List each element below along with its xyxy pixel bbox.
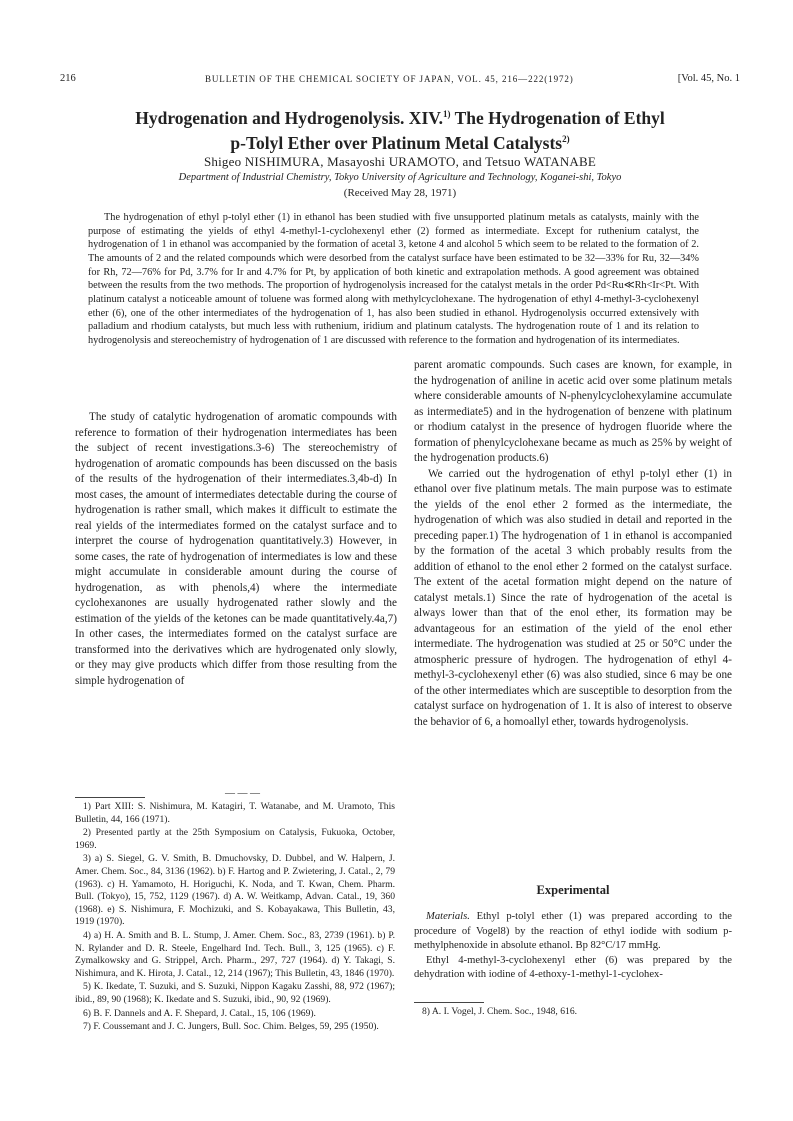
footnotes-left (75, 801, 395, 1035)
page-number: 216 (60, 73, 76, 84)
authors: Shigeo NISHIMURA, Masayoshi URAMOTO, and Tetsuo WATANABE (203, 154, 597, 169)
footnote-rule (75, 797, 145, 798)
volume-label: [Vol. 45, No. 1 (677, 73, 740, 84)
footnote: 4) a) H. A. Smith and B. L. Stump, J. Amer. Chem. Soc., 83, 2739 (1961). b) P. N. Rylander and D. R. Steele, Engelhard Ind. Tech. Bull., 3, 125 (1965). c) F. Zymalkowsky and G. Strippel, Arch. Pharm., 297, 727 (1964). d) Y. Takagi, S. Nishimura, and K. Hirota, J. Catal., 12, 214 (1967); This Bulletin, 43, 1846 (1970). (75, 929, 395, 979)
footnote: 3) a) S. Siegel, G. V. Smith, B. Dmuchovsky, D. Dubbel, and W. Halpern, J. Amer. Chem. Soc., 84, 3136 (1962). b) F. Hartog and P. Zwietering, J. Catal., 2, 79 (1963). c) H. Yamamoto, H. Horiguchi, K. Noda, and T. Kwan, Chem. Pharm. Bull. (Tokyo), 15, 752, 1129 (1967). d) A. W. Weitkamp, Advan. Catal., 19, 360 (1968). e) S. Nishimura, F. Mochizuki, and S. Kobayakawa, This Bulletin, 43, 1919 (1970). (75, 853, 395, 928)
affiliation: Department of Industrial Chemistry, Tokyo University of Agriculture and Technology, Koganei-shi, Tokyo (178, 172, 622, 183)
footnotes-right (414, 1006, 732, 1019)
intro-paragraph-continued: parent aromatic compounds. Such cases are known, for example, in the hydrogenation of aniline in acetic acid over some platinum metals where considerable amounts of N-phenylcyclohexylamine accumulate as intermediate5) and in the hydrogenation of benzene with platinum or rhodium catalyst in the presence of hydrogen fluoride where the formation of phenylcyclohexane became as much as 25% by weight of the hydrogenation products.6) (414, 359, 732, 464)
footnote: 6) B. F. Dannels and A. F. Shepard, J. Catal., 15, 106 (1969). (83, 1007, 316, 1019)
left-column (75, 410, 397, 689)
running-head (60, 73, 740, 87)
footnote: 5) K. Ikedate, T. Suzuki, and S. Suzuki, Nippon Kagaku Zasshi, 88, 972 (1967); ibid., 89, 90 (1968); K. Ikedate and S. Suzuki, ibid., 90, 92 (1969). (75, 981, 395, 1005)
ether6-paragraph: Ethyl 4-methyl-3-cyclohexenyl ether (6) was prepared by the dehydration with iodine of 4-ethoxy-1-methyl-1-cyclohex- (414, 954, 732, 981)
materials-label: Materials. (426, 911, 470, 922)
abstract: The hydrogenation of ethyl p-tolyl ether (1) in ethanol has been studied with five unsupported platinum metals as catalysts, mainly with the purpose of estimating the yields of ethyl 4-methyl-1-cyclohexenyl ether (2) formed as intermediate. Except for ruthenium catalyst, the hydrogenation of 1 in ethanol was accompanied by the formation of acetal 3, ketone 4 and alcohol 5 which seem to be related to the formation of 2. The amounts of 2 and the related compounds which were desorbed from the catalyst surface have been estimated to be 32—33% for Ru, 32—34% for Rh, 72—76% for Pd, 3.7% for Ir and 4.7% for Pt, by application of both kinetic and extrapolation methods. A good agreement was obtained between the results from the two methods. The proportion of hydrogenolysis increased for the catalyst metals in the order Pd<Ru≪Rh<Ir<Pt. With platinum catalyst a noticeable amount of toluene was formed along with methylcyclohexane. The hydrogenation of ethyl 4-methyl-3-cyclohexenyl ether (6), one of the other intermediates of the hydrogenation of 1, has also been studied in ethanol. Hydrogenolysis occurred extensively with palladium and rhodium catalysts, but much less with ruthenium, iridium and platinum catalysts. The hydrogenation route of 1 and its relation to hydrogenolysis and stereochemistry of hydrogenation of 1 are discussed with reference to the formation and hydrogenation of its intermediates. (88, 212, 699, 346)
footnote: 2) Presented partly at the 25th Symposium on Catalysis, Fukuoka, October, 1969. (75, 827, 395, 851)
intro-paragraph: The study of catalytic hydrogenation of aromatic compounds with reference to formation of their hydrogenation intermediates has been the subject of recent investigations.3-6) The stereochemistry of hydrogenation of aromatic compounds has been discussed on the basis of the results of the hydrogenation of their intermediates.3,4b-d) In most cases, the amount of intermediates detectable during the course of hydrogenation is rather small, which makes it difficult to estimate the real yields of the intermediates formed on the catalyst surface and to interpret the course of hydrogenation quantitatively.3) However, in some cases, the rate of hydrogenation of intermediates is low and these might accumulate in considerable amount during the course of hydrogenation, as with phenols,4) where the intermediate cyclohexanones are usually hydrogenated rather slowly and the estimation of the yields of the ketones can be made quantitatively.4a,7) In other cases, the intermediates formed on the catalyst surface are transformed into the derivatives which are hydrogenated only slowly, or they may give products which differ from those resulting from the simple hydrogenation of (75, 411, 397, 687)
footnote: 7) F. Coussemant and J. C. Jungers, Bull. Soc. Chim. Belges, 59, 295 (1950). (83, 1021, 379, 1033)
title-line-1: Hydrogenation and Hydrogenolysis. XIV.$^{1)}$ The Hydrogenation of Ethyl (135, 107, 665, 128)
footnote: 8) A. I. Vogel, J. Chem. Soc., 1948, 616. (422, 1006, 578, 1017)
footnote-rule-right (414, 1002, 484, 1003)
received-date: (Received May 28, 1971) (343, 187, 457, 199)
section-heading-experimental: Experimental (536, 883, 610, 897)
title-line-2: p-Tolyl Ether over Platinum Metal Catalysts$^{2)}$ (230, 132, 570, 153)
article-title (90, 104, 710, 154)
footnote-separator-mark: — — — (225, 788, 260, 799)
experimental-text (414, 910, 732, 983)
materials-paragraph: Materials. Ethyl p-tolyl ether (1) was prepared according to the procedure of Vogel8) by the reaction of ethyl iodide with sodium p-methylphenoxide in absolute ethanol. Bp 82°C/17 mmHg. (414, 911, 732, 952)
footnote: 1) Part XIII: S. Nishimura, M. Katagiri, T. Watanabe, and M. Uramoto, This Bulletin, 44, 166 (1971). (75, 801, 395, 825)
purpose-paragraph: We carried out the hydrogenation of ethyl p-tolyl ether (1) in ethanol over five platinum metals. The main purpose was to estimate the yields of the enol ether 2 formed as the intermediate, the hydrogenation of which was also studied in detail and reported in the preceding paper.1) The hydrogenation of 1 in ethanol is accompanied by the formation of the acetal 3 which probably results from the addition of ethanol to the enol ether 2 formed on the catalyst surface. The extent of the acetal formation might depend on the nature of catalyst metals.1) Since the rate of hydrogenation of the acetal is always lower than that of the enol ether, its formation may be advantageous for an estimation of the yield of the enol ether intermediate. The hydrogenation was studied at 25 or 50°C under the atmospheric pressure of hydrogen. The hydrogenation of ethyl 4-methyl-3-cyclohexenyl ether (6) was also studied, since 6 may be one of the other intermediates which are susceptible to desorption from the catalyst surface on hydrogenation of 1. It is also of interest to observe the behavior of 6, a homoallyl ether, towards hydrogenolysis. (414, 467, 732, 728)
right-column (414, 358, 732, 730)
journal-citation: BULLETIN OF THE CHEMICAL SOCIETY OF JAPAN, VOL. 45, 216—222(1972) (205, 74, 574, 84)
